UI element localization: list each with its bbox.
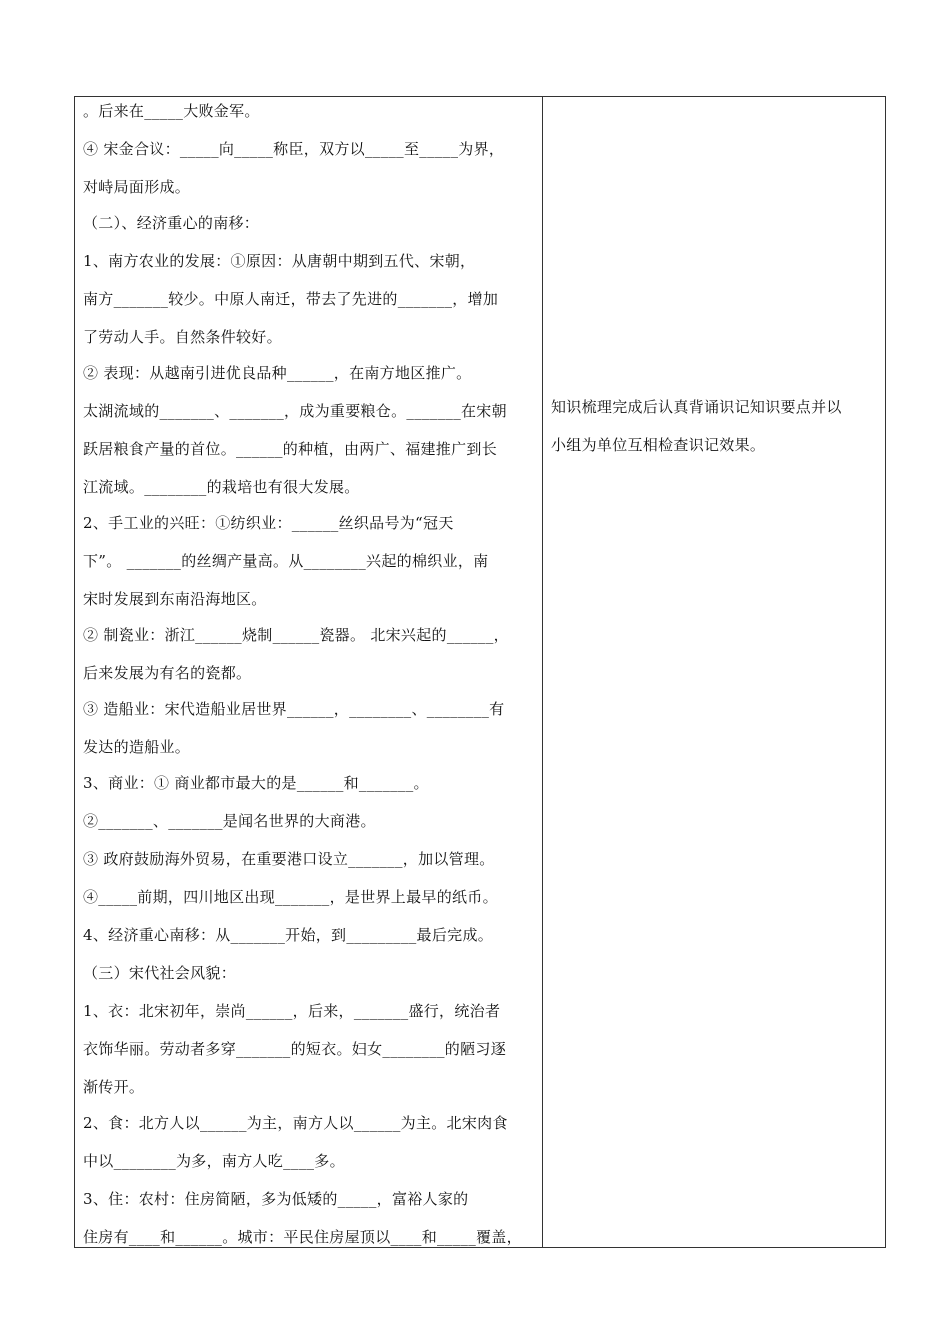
text-line: 发达的造船业。 — [83, 738, 191, 756]
study-table — [74, 96, 886, 1248]
text-line: 宋时发展到东南沿海地区。 — [83, 590, 267, 608]
knowledge-column — [83, 97, 535, 1261]
text-line: 太湖流域的_______、_______，成为重要粮仓。_______在宋朝 — [83, 402, 507, 420]
text-line: 中以________为多，南方人吃____多。 — [83, 1152, 345, 1170]
note-line: 小组为单位互相检查识记效果。 — [551, 436, 766, 454]
text-line: 4、经济重心南移：从_______开始，到_________最后完成。 — [83, 926, 494, 944]
text-line: 3、住：农村：住房简陋，多为低矮的_____，富裕人家的 — [83, 1190, 469, 1208]
text-line: 1、衣：北宋初年，崇尚______，后来，_______盛行，统治者 — [83, 1002, 501, 1020]
text-line: （二）、经济重心的南移： — [83, 214, 260, 232]
text-line: 2、手工业的兴旺：①纺织业：______丝织品号为“冠天 — [83, 514, 454, 532]
text-line: 跃居粮食产量的首位。______的种植，由两广、福建推广到长 — [83, 440, 498, 458]
text-line: ②_______、_______是闻名世界的大商港。 — [83, 812, 376, 830]
text-line: 。后来在_____大败金军。 — [83, 102, 260, 120]
text-line: ③ 造船业：宋代造船业居世界______，________、________有 — [83, 700, 505, 718]
text-line: ② 表现：从越南引进优良品种______，在南方地区推广。 — [83, 364, 472, 382]
text-line: 后来发展为有名的瓷都。 — [83, 664, 252, 682]
text-line: 3、商业：① 商业都市最大的是______和_______。 — [83, 774, 429, 792]
text-line: 南方_______较少。中原人南迁，带去了先进的_______，增加 — [83, 290, 499, 308]
text-line: 住房有____和______。城市：平民住房屋顶以____和_____覆盖， — [83, 1228, 522, 1246]
text-line: 1、南方农业的发展：①原因：从唐朝中期到五代、宋朝， — [83, 252, 476, 270]
text-line: 了劳动人手。自然条件较好。 — [83, 328, 282, 346]
text-line: ④ 宋金合议：_____向_____称臣，双方以_____至_____为界， — [83, 140, 505, 158]
text-line: 江流域。________的栽培也有很大发展。 — [83, 478, 360, 496]
column-divider — [542, 97, 543, 1247]
text-line: 对峙局面形成。 — [83, 178, 191, 196]
text-line: 2、食：北方人以______为主，南方人以______为主。北宋肉食 — [83, 1114, 508, 1132]
text-line: ③ 政府鼓励海外贸易，在重要港口设立_______，加以管理。 — [83, 850, 495, 868]
text-line: 衣饰华丽。劳动者多穿_______的短衣。妇女________的陋习逐 — [83, 1040, 507, 1058]
text-line: （三）宋代社会风貌： — [83, 964, 237, 982]
note-line: 知识梳理完成后认真背诵识记知识要点并以 — [551, 398, 842, 416]
text-line: ② 制瓷业：浙江______烧制______瓷器。 北宋兴起的______， — [83, 626, 509, 644]
study-method-column — [551, 388, 881, 464]
text-line: 渐传开。 — [83, 1078, 145, 1096]
text-line: 下”。 _______的丝绸产量高。从________兴起的棉织业，南 — [83, 552, 489, 570]
text-line: ④_____前期，四川地区出现_______，是世界上最早的纸币。 — [83, 888, 498, 906]
